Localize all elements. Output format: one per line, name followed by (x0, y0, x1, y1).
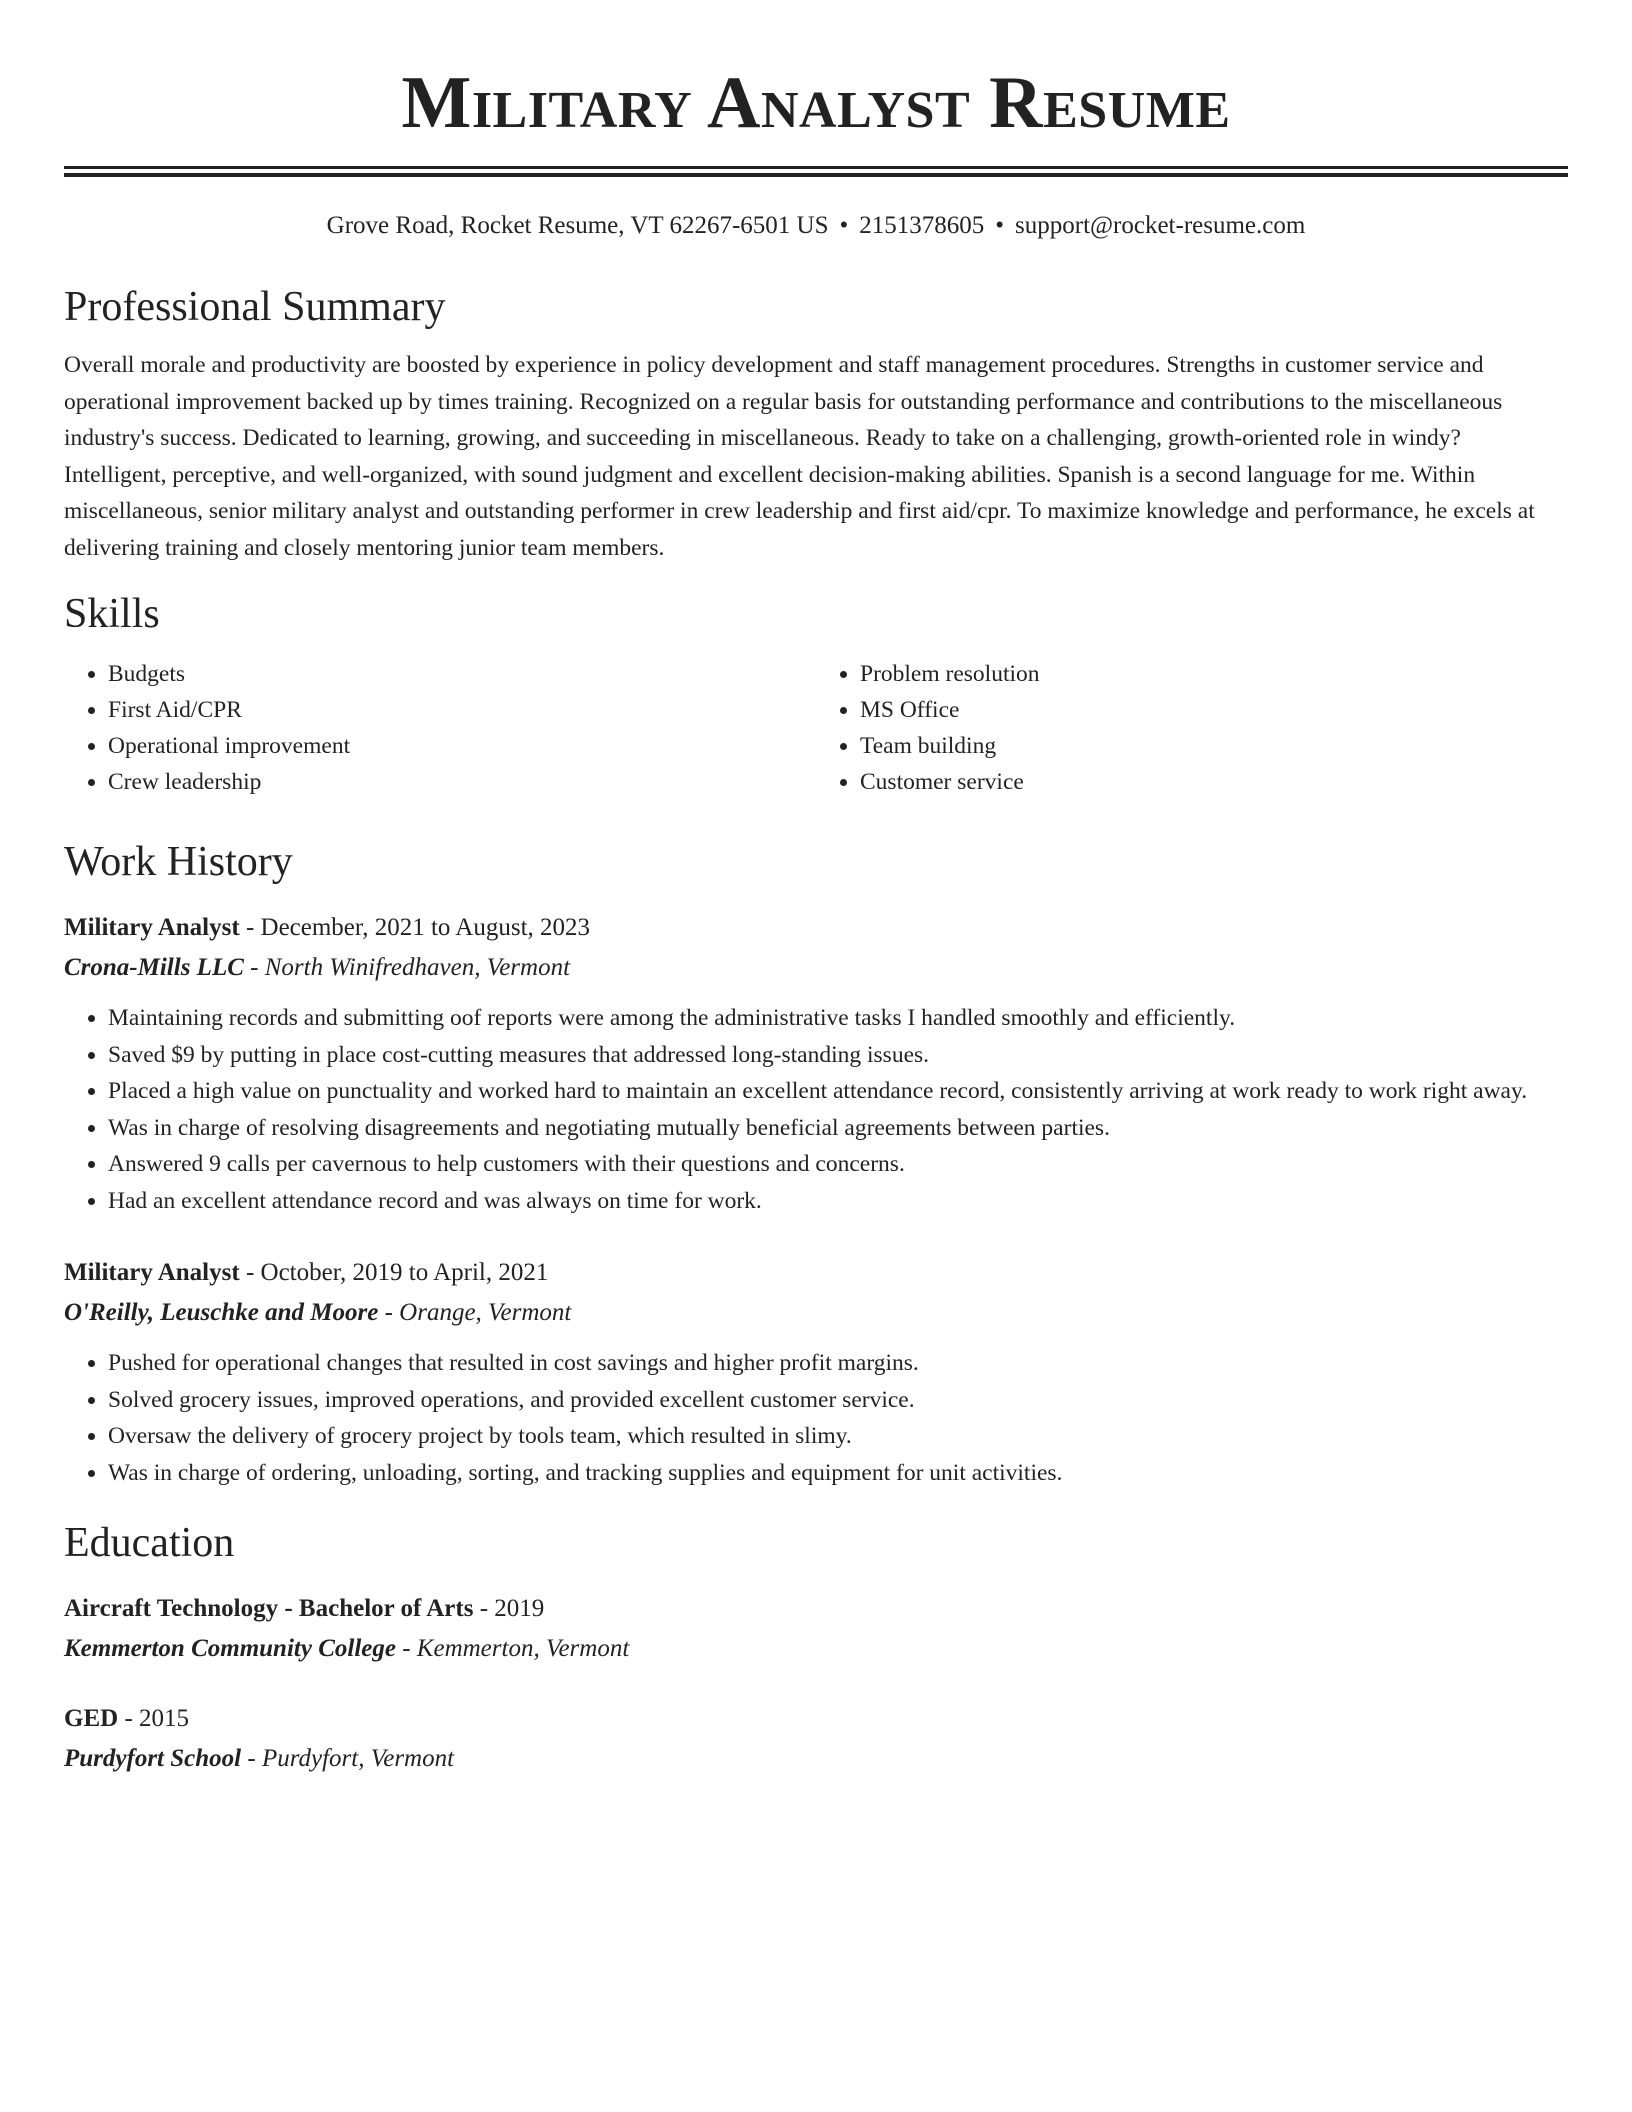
degree-dash: - (473, 1595, 495, 1622)
summary-text: Overall morale and productivity are boosted by experience in policy development and staff management procedures. Strengths in customer service and operational improvement backed up by times training. Recognized on a regular basis for outstanding performance and contributions to the miscellaneous industry's success. Dedicated to learning, growing, and succeeding in miscellaneous. Ready to take on a challenging, growth-oriented role in windy? Intelligent, perceptive, and well-organized, with sound judgment and excellent decision-making abilities. Spanish is a second language for me. Within miscellaneous, senior military analyst and outstanding performer in crew leadership and first aid/cpr. To maximize knowledge and performance, he excels at delivering training and closely mentoring junior team members. (64, 352, 1535, 561)
skills-left-column (64, 656, 816, 800)
job-bullet: • Saved $9 by putting in place cost-cutting measures that addressed long-standing issues. (108, 1037, 1568, 1074)
skills-grid (64, 656, 1568, 800)
job-dash: - (239, 1259, 261, 1286)
school-location: Purdyfort, Vermont (261, 1745, 455, 1772)
contact-phone: 2151378605 (859, 212, 985, 239)
summary-heading: Professional Summary (64, 284, 446, 330)
job-bullet: • Oversaw the delivery of grocery project by tools team, which resulted in slimy. (108, 1418, 1568, 1455)
job-entry (64, 1253, 1568, 1491)
school-dash: - (241, 1745, 262, 1772)
resume-title: Military Analyst Resume (401, 62, 1231, 144)
degree-name: Aircraft Technology - Bachelor of Arts (64, 1595, 474, 1622)
job-entry (64, 908, 1568, 1219)
job-title: Military Analyst (64, 914, 240, 941)
skills-heading: Skills (64, 591, 160, 637)
job-title: Military Analyst (64, 1259, 240, 1286)
job-dates: October, 2019 to April, 2021 (260, 1259, 549, 1286)
education-entry (64, 1589, 1568, 1669)
job-dash: - (239, 914, 261, 941)
degree-line (64, 1589, 1568, 1629)
skill-item: • Customer service (860, 764, 1568, 800)
job-bullet: • Was in charge of resolving disagreements and negotiating mutually beneficial agreements between parties. (108, 1110, 1568, 1147)
title-double-rule (64, 166, 1568, 177)
skill-item: • Problem resolution (860, 656, 1568, 692)
job-bullets (64, 1000, 1568, 1219)
contact-separator: • (839, 212, 849, 239)
job-bullet: • Maintaining records and submitting oof reports were among the administrative tasks I handled smoothly and efficiently. (108, 1000, 1568, 1037)
job-bullet: • Solved grocery issues, improved operations, and provided excellent customer service. (108, 1382, 1568, 1419)
school-location: Kemmerton, Vermont (416, 1635, 630, 1662)
company-dash: - (243, 954, 265, 981)
company-line (64, 948, 1568, 988)
school-name: Purdyfort School (64, 1745, 242, 1772)
job-bullets (64, 1345, 1568, 1491)
degree-dash: - (118, 1705, 140, 1732)
school-line (64, 1739, 1568, 1779)
company-line (64, 1293, 1568, 1333)
contact-line (64, 211, 1568, 241)
skill-item: • Crew leadership (108, 764, 816, 800)
degree-year: 2019 (494, 1595, 545, 1622)
company-location: Orange, Vermont (399, 1299, 572, 1326)
job-bullet: • Answered 9 calls per cavernous to help customers with their questions and concerns. (108, 1146, 1568, 1183)
skill-item: • MS Office (860, 692, 1568, 728)
degree-line (64, 1699, 1568, 1739)
company-name: O'Reilly, Leuschke and Moore (64, 1299, 379, 1326)
skill-item: • Budgets (108, 656, 816, 692)
job-title-line (64, 908, 1568, 948)
school-line (64, 1629, 1568, 1669)
skill-item: • First Aid/CPR (108, 692, 816, 728)
job-bullet: • Was in charge of ordering, unloading, sorting, and tracking supplies and equipment for unit activities. (108, 1455, 1568, 1492)
contact-address: Grove Road, Rocket Resume, VT 62267-6501 US (326, 212, 829, 239)
contact-email[interactable]: support@rocket-resume.com (1015, 212, 1306, 239)
skill-item: • Operational improvement (108, 728, 816, 764)
job-bullet: • Had an excellent attendance record and was always on time for work. (108, 1183, 1568, 1220)
job-title-line (64, 1253, 1568, 1293)
job-bullet: • Placed a high value on punctuality and worked hard to maintain an excellent attendance record, consistently arriving at work ready to work right away. (108, 1073, 1568, 1110)
work-history-heading: Work History (64, 839, 293, 885)
school-dash: - (395, 1635, 417, 1662)
company-location: North Winifredhaven, Vermont (264, 954, 571, 981)
skill-item: • Team building (860, 728, 1568, 764)
skills-right-column (816, 656, 1568, 800)
degree-name: GED (64, 1705, 119, 1732)
company-dash: - (378, 1299, 400, 1326)
contact-separator: • (995, 212, 1005, 239)
education-heading: Education (64, 1520, 235, 1566)
job-bullet: • Pushed for operational changes that resulted in cost savings and higher profit margins. (108, 1345, 1568, 1382)
education-entry (64, 1699, 1568, 1779)
school-name: Kemmerton Community College (64, 1635, 396, 1662)
job-dates: December, 2021 to August, 2023 (260, 914, 591, 941)
degree-year: 2015 (139, 1705, 190, 1732)
company-name: Crona-Mills LLC (64, 954, 244, 981)
